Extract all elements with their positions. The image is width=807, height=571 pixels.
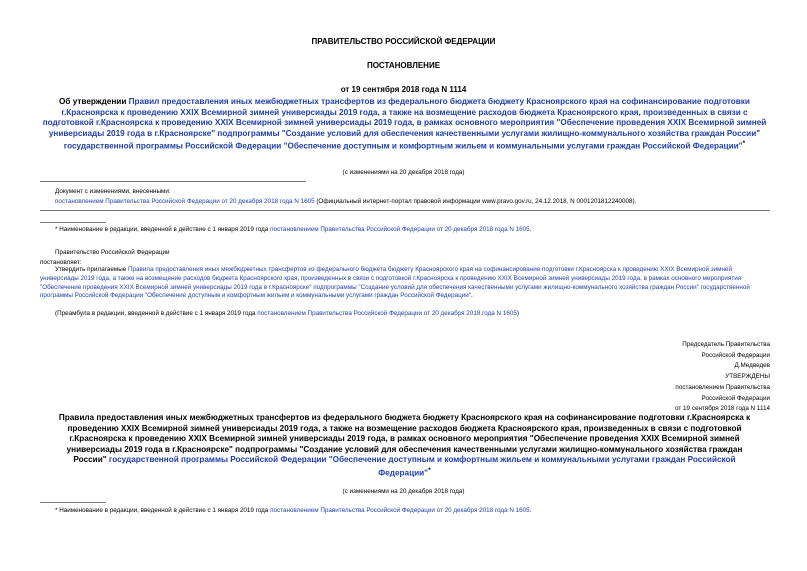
amendments-entry — [55, 198, 636, 205]
footnote-1-end: . — [529, 226, 532, 233]
changes-note-2: (с изменениями на 20 декабря 2018 года) — [342, 488, 465, 495]
approve-rules-link[interactable]: Правила предоставления иных межбюджетных трансфертов из федерального бюджета бюджету Красноярского края на софинансирование подготовки г.Красноярска к проведению XXIX Всемирной зимней универсиады 2019 года, а также на возмещение расходов бюджета Красноярского края, произведенных в связи с подготовкой г.Красноярска к проведению XXIX Всемирной зимней универсиады 2019 года, в рамках основного мероприятия "Обеспечение проведения XXIX Всемирной зимней универсиады 2019 года в г.Красноярске" подпрограммы "Создание условий для обеспечения качественными услугами жилищно-коммунального хозяйства граждан России" государственной программы Российской Федерации "Обеспечение доступным и комфортным жильем и коммунальными услугами граждан Российской Федерации" — [40, 266, 750, 300]
footnote-divider — [40, 222, 106, 223]
approved-country: Российской Федерации — [701, 394, 770, 402]
title-rules-link[interactable]: Правил предоставления иных межбюджетных трансфертов из федерального бюджета бюджету Красноярского края на софинансирование подготовки г.Красноярска к проведению XXIX Всемирной зимней универсиады 2019 года, а также на возмещение расходов бюджета Красноярского края, произведенных в связи с подготовкой г.Красноярска к проведению XXIX Всемирной зимней универсиады 2019 года, в рамках основного мероприятия "Обеспечение проведения XXIX Всемирной зимней универсиады 2019 года в г.Красноярске" подпрограммы "Создание условий для обеспечения качественными услугами жилищно-коммунального хозяйства граждан России" государственной программы Российской Федерации "Обеспечение доступным и комфортным жильем и коммунальными услугами граждан Российской Федерации" — [42, 97, 767, 152]
preamble-end: ) — [516, 310, 519, 317]
signature-name: Д.Медведев — [734, 362, 770, 370]
footnote-2-text: * Наименование в редакции, введенной в действие с 1 января 2019 года — [55, 507, 271, 514]
body-government: Правительство Российской Федерации — [55, 249, 170, 256]
document-date-number: от 19 сентября 2018 года N 1114 — [340, 85, 467, 94]
document-type: ПОСТАНОВЛЕНИЕ — [366, 61, 441, 70]
footnote-divider — [40, 502, 106, 503]
approve-prefix: Утвердить прилагаемые — [55, 266, 128, 273]
amendments-label: Документ с изменениями, внесенными: — [55, 188, 171, 195]
rules-title — [50, 413, 759, 479]
rules-title-footnote-mark: * — [428, 466, 431, 474]
rules-title-program-link[interactable]: государственной программы Российской Федерации "Обеспечение доступным и комфортным жильем и коммунальными услугами граждан Российской Федерации" — [108, 455, 736, 478]
divider — [40, 210, 770, 211]
footnote-1-link[interactable]: постановлением Правительства Российской Федерации от 20 декабря 2018 года N 1605 — [270, 226, 530, 233]
divider — [40, 181, 306, 182]
document-title — [40, 97, 769, 153]
footnote-1-text: * Наименование в редакции, введенной в действие с 1 января 2019 года — [55, 226, 271, 233]
amendment-source: (Официальный интернет-портал правовой информации www.pravo.gov.ru, 24.12.2018, N 0001201812240008). — [314, 198, 637, 205]
signature-position: Председатель Правительства — [682, 341, 770, 348]
approved-label: УТВЕРЖДЕНЫ — [725, 373, 770, 381]
footnote-1 — [55, 226, 531, 233]
body-decides: постановляет: — [40, 259, 82, 266]
signature-block — [675, 340, 770, 415]
rules-title-text: Правила предоставления иных межбюджетных трансфертов из федерального бюджета бюджету Красноярского края на софинансирование подготовки г.Красноярска к проведению XXIX Всемирной зимней универсиады 2019 года, а также на возмещение расходов бюджета Красноярского края, произведенных в связи с подготовкой г.Красноярска к проведению XXIX Всемирной зимней универсиады 2019 года, в рамках основного мероприятия "Обеспечение проведения XXIX Всемирной зимней универсиады 2019 года в г.Красноярске" подпрограммы "Создание условий для обеспечения качественными услугами жилищно-коммунального хозяйства граждан России" — [58, 413, 751, 465]
title-footnote-mark: * — [742, 140, 746, 148]
preamble-link[interactable]: постановлением Правительства Российской Федерации от 20 декабря 2018 года N 1605 — [257, 310, 517, 317]
footnote-2-end: . — [529, 507, 532, 514]
approved-date: от 19 сентября 2018 года N 1114 — [675, 405, 770, 413]
preamble-note — [55, 310, 519, 317]
amendment-1605-link[interactable]: постановлением Правительства Российской Федерации от 20 декабря 2018 года N 1605 — [55, 198, 315, 205]
approve-end: . — [470, 292, 473, 300]
approve-paragraph — [40, 266, 770, 301]
title-prefix: Об утверждении — [59, 97, 129, 106]
signature-country: Российской Федерации — [701, 351, 770, 359]
footnote-2 — [55, 507, 531, 514]
changes-note: (с изменениями на 20 декабря 2018 года) — [342, 169, 465, 176]
preamble-prefix: (Преамбула в редакции, введенной в действие с 1 января 2019 года — [55, 310, 258, 317]
approved-by: постановлением Правительства — [675, 383, 770, 391]
footnote-2-link[interactable]: постановлением Правительства Российской Федерации от 20 декабря 2018 года N 1605 — [270, 507, 530, 514]
government-header: ПРАВИТЕЛЬСТВО РОССИЙСКОЙ ФЕДЕРАЦИИ — [311, 37, 496, 46]
